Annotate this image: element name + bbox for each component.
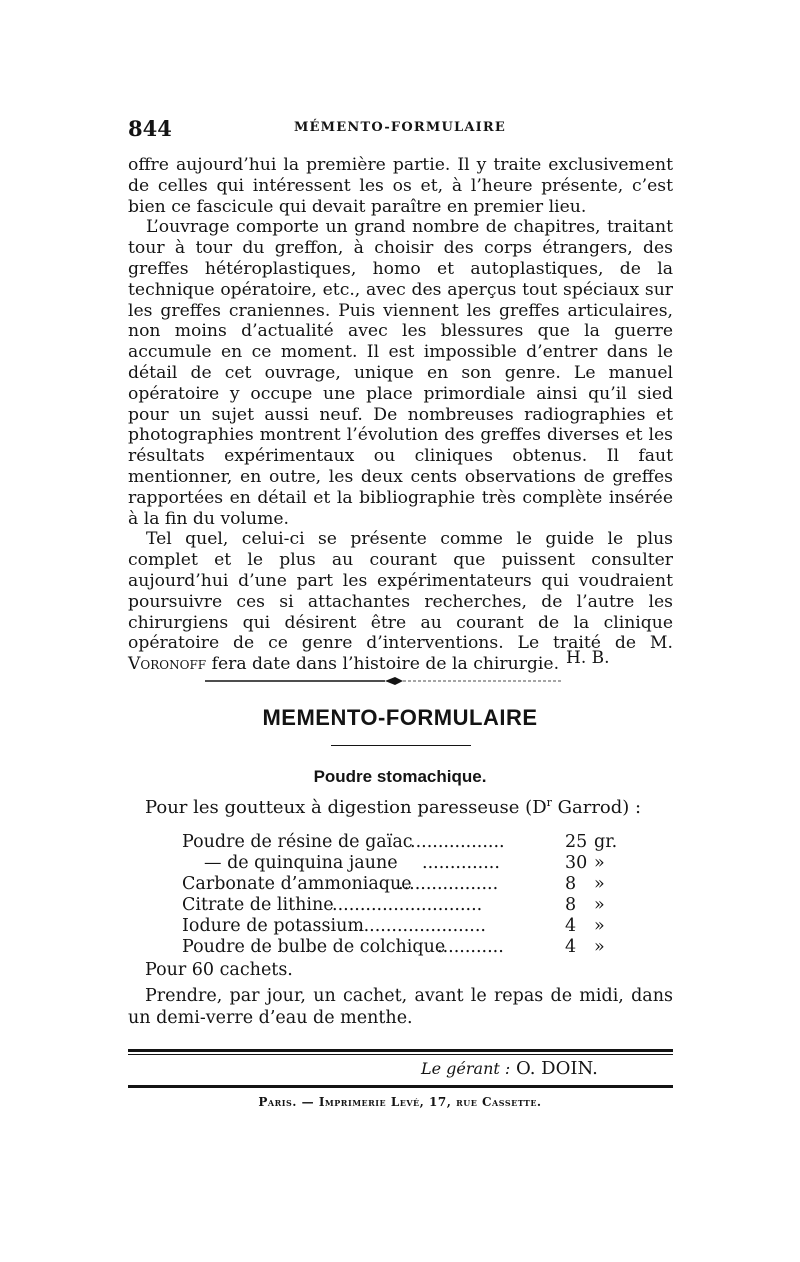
footer-rule-top xyxy=(128,1049,673,1052)
ingredient-name: — de quinquina jaune xyxy=(204,853,398,873)
ingredient-quantity: 8 xyxy=(565,874,577,894)
manager-name: O. DOIN. xyxy=(516,1058,598,1079)
recipe-intro xyxy=(145,796,641,818)
recipe-title: Poudre stomachique. xyxy=(313,767,487,786)
ingredient-quantity: 8 xyxy=(565,895,577,915)
leader-dots: ........................... xyxy=(332,895,483,915)
ingredient-unit: » xyxy=(594,874,605,894)
ingredient-quantity: 4 xyxy=(565,937,577,957)
recipe-intro-sup: r xyxy=(546,796,552,809)
ingredient-row xyxy=(182,832,632,854)
recipe-instructions-text: Prendre, par jour, un cachet, avant le repas de midi, dans un demi-verre d’eau de menthe. xyxy=(128,986,673,1028)
review-paragraph-2: L’ouvrage comporte un grand nombre de chapitres, traitant tour à tour du greffon, à choisir des corps étrangers, des greffes hétéroplastiques, homo et autoplastiques, de la technique opératoire, etc., avec des aperçus tout spéciaux sur les greffes craniennes. Puis viennent les greffes articulaires, non moins d’actualité avec les blessures que la guerre accumule en ce moment. Il est impossible d’entrer dans le détail de cet ouvrage, unique en son genre. Le manuel opératoire y occupe une place primordiale ainsi qu’il sied pour un sujet aussi neuf. De nombreuses radiographies et photographies montrent l’évolution des greffes diverses et les résultats expérimentaux ou cliniques obtenus. Il faut mentionner, en outre, les deux cents observations de greffes rapportées en détail et la bibliographie très complète insérée à la fin du volume. xyxy=(128,217,673,529)
page-number: 844 xyxy=(128,116,172,141)
ornamental-separator xyxy=(205,674,562,688)
ingredient-name: Citrate de lithine xyxy=(182,895,334,915)
leader-dots: .................. xyxy=(398,874,499,894)
review-text xyxy=(128,155,673,675)
ingredient-name: Iodure de potassium xyxy=(182,916,364,936)
running-head xyxy=(128,116,672,146)
review-paragraph-1: offre aujourd’hui la première partie. Il y traite exclusivement de celles qui intéressent les os et, à l’heure présente, c’est bien ce fascicule qui devait paraître en premier lieu. xyxy=(128,155,673,217)
review-paragraph-3-start: Tel quel, celui-ci se présente comme le guide le plus complet et le plus au courant que puissent consulter aujourd’hui d’une part les expérimentateurs qui voudraient poursuivre ces si attachantes recherches, de l’autre les chirurgiens qui désirent être au courant de la clinique opératoire de ce genre d’interventions. Le traité de M. xyxy=(128,529,673,654)
running-title: MÉMENTO-FORMULAIRE xyxy=(293,120,507,135)
leader-dots: ............ xyxy=(437,937,504,957)
author-name: Voronoff xyxy=(128,654,207,675)
section-heading: MEMENTO-FORMULAIRE xyxy=(262,705,538,730)
ingredient-unit: » xyxy=(594,937,605,957)
ingredient-quantity: 30 xyxy=(565,853,588,873)
recipe-instructions xyxy=(128,985,673,1029)
ingredient-quantity: 25 xyxy=(565,832,588,852)
ingredient-row xyxy=(182,895,632,917)
ingredient-row xyxy=(182,874,632,896)
recipe-intro-end: Garrod) : xyxy=(551,797,642,818)
ingredient-quantity: 4 xyxy=(565,916,577,936)
ingredient-name: Carbonate d’ammoniaque xyxy=(182,874,412,894)
manager-label: Le gérant : xyxy=(421,1059,511,1078)
printer-imprint: Paris. — Imprimerie Levé, 17, rue Cassette. xyxy=(258,1095,542,1109)
manager-line xyxy=(421,1058,598,1079)
ingredient-row xyxy=(182,937,632,959)
ingredient-unit: » xyxy=(594,916,605,936)
ingredient-row xyxy=(182,853,632,875)
ingredient-row xyxy=(182,916,632,938)
heading-rule xyxy=(331,745,471,746)
ingredient-unit: gr. xyxy=(594,832,618,852)
review-signature: H. B. xyxy=(566,648,610,668)
leader-dots: ....................... xyxy=(358,916,486,936)
footer-rule-bottom xyxy=(128,1085,673,1088)
leader-dots: .............. xyxy=(422,853,500,873)
recipe-intro-start: Pour les goutteux à digestion paresseuse (D xyxy=(145,797,547,818)
ingredient-unit: » xyxy=(594,895,605,915)
ingredient-name: Poudre de résine de gaïac xyxy=(182,832,413,852)
ingredient-name: Poudre de bulbe de colchique xyxy=(182,937,446,957)
ingredient-unit: » xyxy=(594,853,605,873)
leader-dots: ................. xyxy=(410,832,505,852)
recipe-yield: Pour 60 cachets. xyxy=(145,960,293,980)
footer-rule-thin xyxy=(128,1054,673,1055)
review-paragraph-3-end: fera date dans l’histoire de la chirurgie. xyxy=(206,654,560,675)
